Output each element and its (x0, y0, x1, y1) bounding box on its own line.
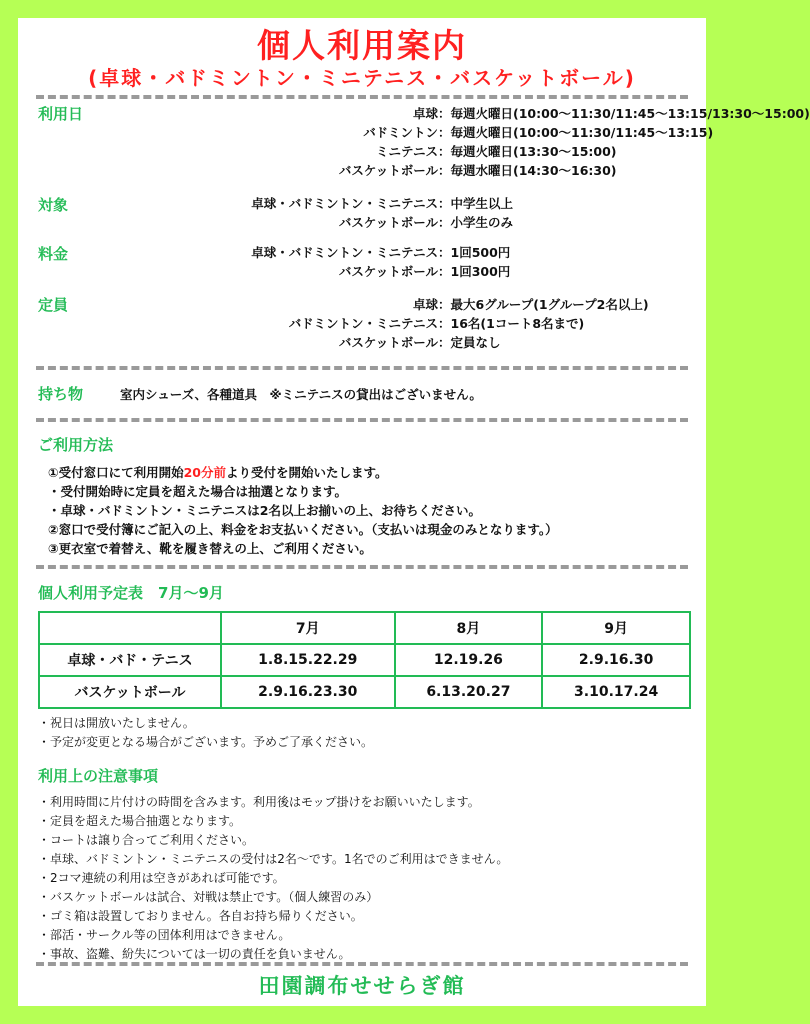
table-cell: 3.10.17.24 (542, 676, 690, 708)
chuui-item: ・2コマ連続の利用は空きがあれば可能です。 (38, 871, 285, 885)
houhou-line-1: ①受付窓口にて利用開始20分前より受付を開始いたします。 (48, 465, 388, 480)
divider (36, 565, 688, 569)
divider (36, 95, 688, 99)
schedule-note-2: ・予定が変更となる場合がございます。予めご了承ください。 (38, 735, 374, 749)
chuui-item: ・事故、盗難、紛失については一切の責任を負いません。 (38, 947, 351, 961)
chuui-item: ・部活・サークル等の団体利用はできません。 (38, 928, 291, 942)
houhou-line-5: ③更衣室で着替え、靴を履き替えの上、ご利用ください。 (48, 541, 372, 556)
chuui-item: ・バスケットボールは試合、対戦は禁止です。（個人練習のみ） (38, 890, 379, 904)
riyoubi-val-2: ：毎週火曜日(13:30〜15:00) (438, 144, 617, 159)
riyoubi-val-3: ：毎週水曜日(14:30〜16:30) (438, 163, 617, 178)
houhou-line-4: ②窓口で受付簿にご記入の上、料金をお支払いください。（支払いは現金のみとなります。） (48, 522, 558, 537)
table-header-cell: 7月 (221, 612, 395, 644)
ryoukin-val-0: ：1回500円 (438, 245, 511, 260)
table-cell-empty (39, 612, 221, 644)
riyoubi-key-3: バスケットボール (338, 163, 438, 178)
table-cell: 1.8.15.22.29 (221, 644, 395, 676)
colon: ： (438, 106, 451, 121)
table-row (39, 612, 690, 644)
riyoubi-key-0: 卓球 (412, 106, 438, 121)
table-row (39, 644, 690, 676)
page-subtitle: (卓球・バドミントン・ミニテニス・バスケットボール) (88, 66, 636, 90)
table-row-label: 卓球・バド・テニス (39, 644, 221, 676)
table-row (39, 676, 690, 708)
teiin-val-1: ：16名(1コート8名まで) (438, 316, 585, 331)
divider (36, 418, 688, 422)
table-row-label: バスケットボール (39, 676, 221, 708)
label-teiin: 定員 (38, 296, 69, 314)
taishou-key-1: バスケットボール (338, 215, 438, 230)
teiin-key-1: バドミントン・ミニテニス (288, 316, 438, 331)
schedule-note-1: ・祝日は開放いたしません。 (38, 716, 195, 730)
schedule-table (38, 611, 691, 709)
teiin-val-2: ：定員なし (438, 335, 501, 350)
table-header-cell: 9月 (542, 612, 690, 644)
flyer-page (18, 18, 810, 1006)
riyoubi-key-2: ミニテニス (375, 144, 438, 159)
label-schedule: 個人利用予定表 7月〜9月 (38, 584, 224, 602)
chuui-item: ・卓球、バドミントン・ミニテニスの受付は2名〜です。1名でのご利用はできません。 (38, 852, 509, 866)
highlight-20min: 20分前 (183, 465, 226, 480)
teiin-key-0: 卓球 (412, 297, 438, 312)
ryoukin-key-0: 卓球・バドミントン・ミニテニス (251, 245, 438, 260)
houhou-line-3: ・卓球・バドミントン・ミニテニスは2名以上お揃いの上、お待ちください。 (48, 503, 481, 518)
houhou-line-2: ・受付開始時に定員を超えた場合は抽選となります。 (48, 484, 348, 499)
label-mochimono: 持ち物 (38, 385, 84, 403)
label-houhou: ご利用方法 (38, 436, 114, 454)
teiin-val-0: ：最大6グループ(1グループ2名以上) (438, 297, 649, 312)
riyoubi-val-1: ：毎週火曜日(10:00〜11:30/11:45〜13:15) (438, 125, 714, 140)
taishou-key-0: 卓球・バドミントン・ミニテニス (251, 196, 438, 211)
taishou-val-1: ：小学生のみ (438, 215, 514, 230)
taishou-val-0: ：中学生以上 (438, 196, 514, 211)
riyoubi-val-0: ：毎週火曜日(10:00〜11:30/11:45〜13:15/13:30〜15:00) (438, 106, 810, 121)
table-cell: 2.9.16.23.30 (221, 676, 395, 708)
chuui-item: ・利用時間に片付けの時間を含みます。利用後はモップ掛けをお願いいたします。 (38, 795, 480, 809)
teiin-key-2: バスケットボール (338, 335, 438, 350)
riyoubi-key-1: バドミントン (363, 125, 438, 140)
ryoukin-val-1: ：1回300円 (438, 264, 511, 279)
divider (36, 962, 688, 966)
table-cell: 12.19.26 (395, 644, 543, 676)
chuui-item: ・コートは譲り合ってご利用ください。 (38, 833, 255, 847)
mochimono-text: 室内シューズ、各種道具 ※ミニテニスの貸出はございません。 (120, 387, 482, 402)
label-taishou: 対象 (38, 196, 69, 214)
label-chuui: 利用上の注意事項 (38, 767, 159, 785)
table-header-cell: 8月 (395, 612, 543, 644)
label-ryoukin: 料金 (38, 245, 69, 263)
label-riyoubi: 利用日 (38, 105, 84, 123)
table-cell: 6.13.20.27 (395, 676, 543, 708)
chuui-item: ・ゴミ箱は設置しておりません。各自お持ち帰りください。 (38, 909, 363, 923)
ryoukin-key-1: バスケットボール (338, 264, 438, 279)
facility-name: 田園調布せせらぎ館 (258, 974, 466, 998)
chuui-item: ・定員を超えた場合抽選となります。 (38, 814, 242, 828)
page-title: 個人利用案内 (257, 26, 467, 65)
table-cell: 2.9.16.30 (542, 644, 690, 676)
divider (36, 366, 688, 370)
